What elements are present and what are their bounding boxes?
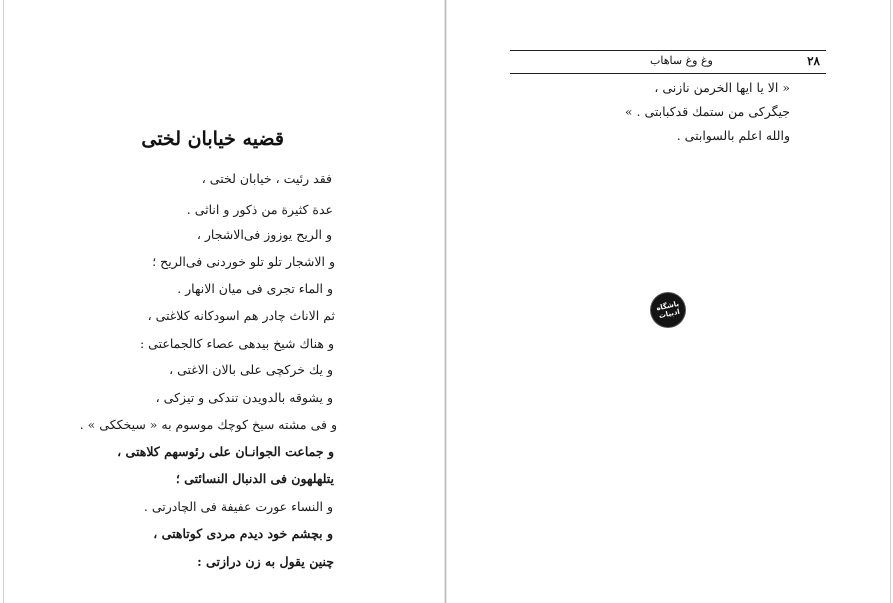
verse-line: و الریح یوزوز فی‌الاشجار ،: [196, 227, 332, 242]
verse-line: والله اعلم بالسوابتی .: [676, 128, 790, 143]
verse-line: و یشوقه بالدویدن تندکی و تیزکی ،: [155, 390, 333, 405]
verse-line: فقد رئیت ، خیابان لختی ،: [201, 171, 332, 186]
verse-line: و جماعت الجوانـان علی رئوسهم کلاهتی ،: [117, 444, 334, 459]
verse-line: و هناك شیخ بیدهی عصاء کالجماعتی :: [139, 336, 334, 351]
running-head: وغ وغ ساهاب: [650, 54, 713, 67]
verse-line: « الا یا ایها الخرمن نازنی ،: [654, 80, 790, 95]
right-page: [447, 0, 891, 603]
verse-line: و یك خرکچی علی بالان الاغتی ،: [169, 362, 333, 377]
verse-line: عدة کثیرة من ذکور و اناثی .: [186, 202, 333, 217]
page-number: ۲۸: [807, 54, 820, 68]
verse-line: ثم الاناث چادر هم اسودکانه کلاغتی ،: [147, 308, 335, 323]
page-header: [510, 50, 826, 74]
verse-line: و الماء تجری فی میان الانهار .: [177, 281, 333, 296]
library-seal-icon: [651, 293, 685, 327]
verse-line: یتلهلهون فی الدنبال النسائتی ؛: [175, 471, 334, 486]
verse-line: و فی مشته سیخ کوچك موسوم به « سیخککی » .: [79, 417, 337, 432]
left-page: [3, 0, 445, 603]
verse-line: و الاشجار تلو تلو خوردنی فی‌الریح ؛: [152, 254, 335, 269]
seal-text: باشگاه ادبیات: [655, 299, 680, 321]
verse-line: چنین یقول به زن درازتی :: [197, 554, 334, 569]
left-verses: [4, 0, 445, 603]
verse-line: جیگرکی من ستمك قدکبابتی . »: [624, 104, 790, 119]
verse-line: و النساء عورت عفیفة فی الچادرتی .: [143, 499, 333, 514]
verse-line: و بچشم خود دیدم مردی کوتاهتی ،: [153, 526, 333, 541]
poem-title: قضیه خیابان لختی: [141, 128, 284, 150]
